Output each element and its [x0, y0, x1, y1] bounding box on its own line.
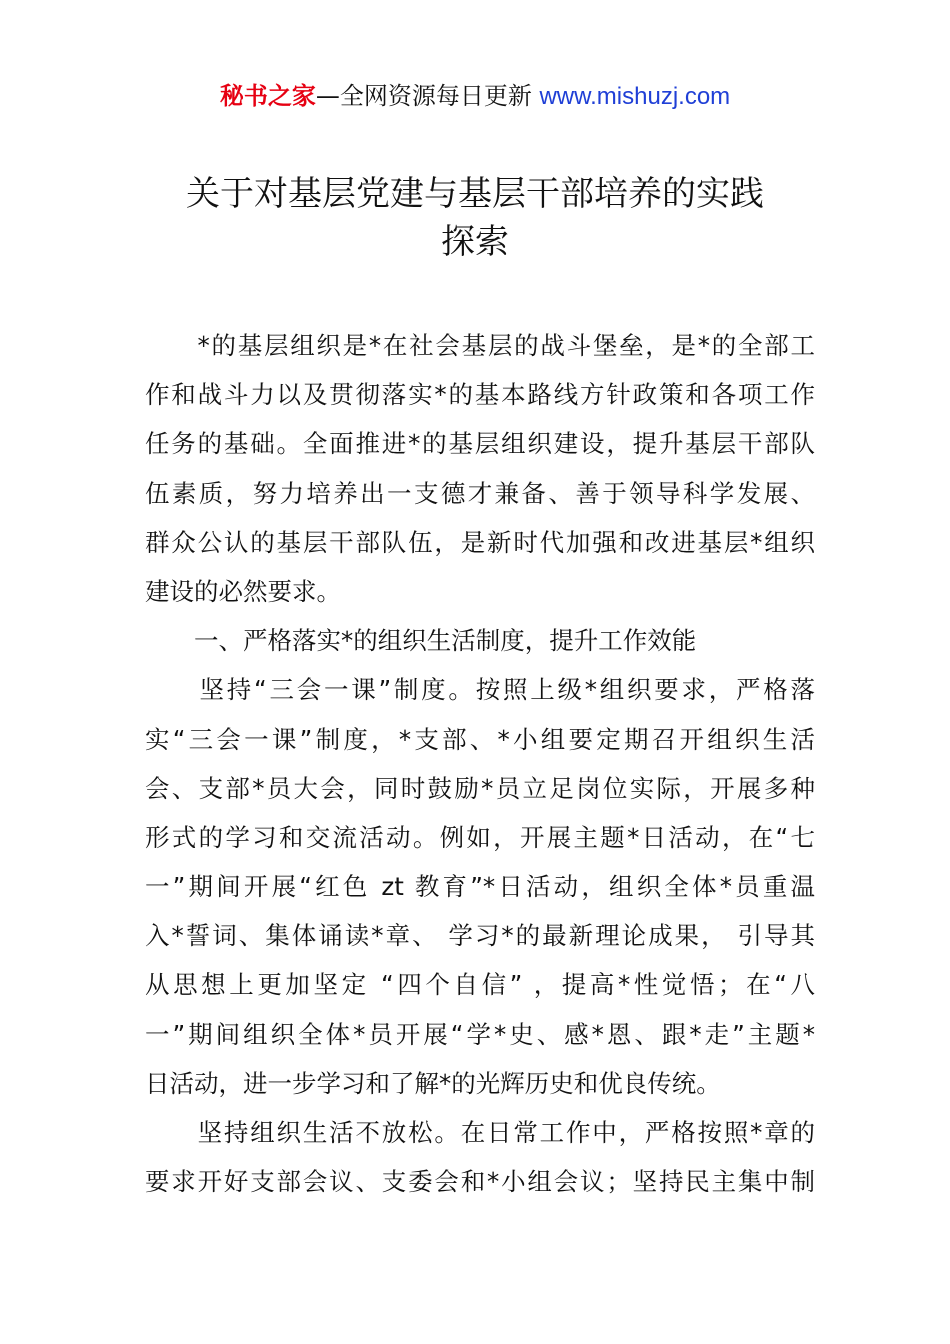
body-line: 一”期间开展“红色 zt 教育”*日活动，组织全体*员重温	[145, 872, 815, 902]
body-line: 实“三会一课”制度，*支部、*小组要定期召开组织生活	[145, 724, 815, 754]
body-line: 日活动，进一步学习和了解*的光辉历史和优良传统。	[145, 1068, 721, 1098]
site-header	[0, 80, 950, 113]
site-tagline: —全网资源每日更新	[315, 82, 532, 110]
body-line: 坚持组织生活不放松。在日常工作中，严格按照*章的	[145, 1118, 815, 1147]
document-body	[145, 321, 815, 1206]
body-line: 作和战斗力以及贯彻落实*的基本路线方针政策和各项工作	[145, 380, 815, 410]
body-line: 建设的必然要求。	[145, 576, 341, 606]
site-brand: 秘书之家	[219, 82, 316, 110]
body-line: 伍素质，努力培养出一支德才兼备、善于领导科学发展、	[145, 478, 815, 508]
section-heading: 一、严格落实*的组织生活制度，提升工作效能	[145, 626, 697, 656]
body-line: 形式的学习和交流活动。例如，开展主题*日活动，在“七	[145, 822, 815, 852]
body-line: 要求开好支部会议、支委会和*小组会议；坚持民主集中制	[145, 1167, 815, 1197]
body-line: 入*誓词、集体诵读*章、 学习*的最新理论成果， 引导其	[145, 921, 815, 951]
site-url-link[interactable]: www.mishuzj.com	[539, 83, 731, 110]
body-line: 坚持“三会一课”制度。按照上级*组织要求，严格落	[145, 675, 815, 705]
body-line: 任务的基础。全面推进*的基层组织建设，提升基层干部队	[145, 429, 815, 459]
body-line: *的基层组织是*在社会基层的战斗堡垒，是*的全部工	[145, 331, 815, 360]
title-line: 探索	[441, 222, 509, 262]
body-line: 群众公认的基层干部队伍，是新时代加强和改进基层*组织	[145, 527, 815, 557]
body-line: 会、支部*员大会，同时鼓励*员立足岗位实际，开展多种	[145, 773, 815, 803]
body-line: 一”期间组织全体*员开展“学*史、感*恩、跟*走”主题*	[145, 1019, 815, 1049]
title-line: 关于对基层党建与基层干部培养的实践	[186, 174, 764, 214]
body-line: 从思想上更加坚定 “四个自信” ，提高*性觉悟；在“八	[145, 970, 815, 1000]
document-title	[140, 170, 810, 266]
